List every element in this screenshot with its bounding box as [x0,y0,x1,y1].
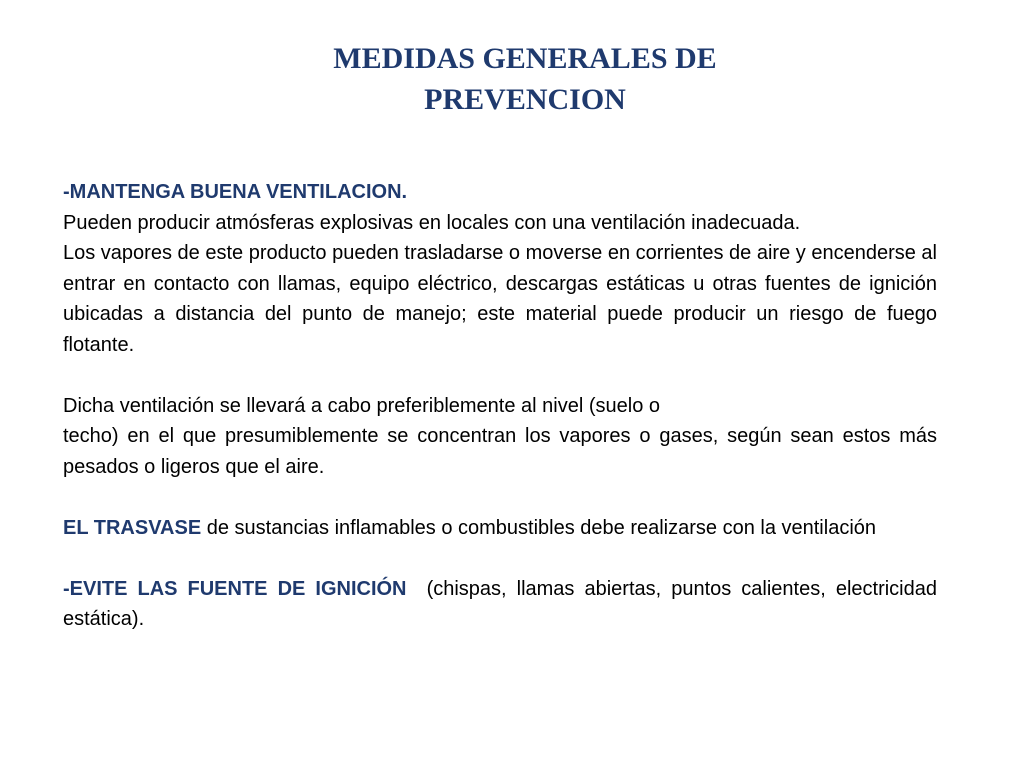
ventilation-level-line-1: Dicha ventilación se llevará a cabo preferiblemente al nivel (suelo o [63,394,660,417]
transfer-heading: EL TRASVASE [63,516,202,539]
document-body [63,177,943,635]
ventilation-level-paragraph [63,391,937,483]
ignition-text: (chispas, llamas abiertas, puntos calientes, electricidad estática). [63,577,943,630]
spacer [63,360,937,391]
page-title [260,38,790,120]
spacer [63,543,937,574]
spacer [63,482,937,513]
ventilation-paragraph-2: Los vapores de este producto pueden trasladarse o moverse en corrientes de aire y encenderse al entrar en contacto con llamas, equipo eléctrico, descargas estáticas u otras fuentes de ignición ubicadas a distancia del punto de manejo; este material puede producir un riesgo de fuego flotante. [63,242,937,356]
title-line-1: MEDIDAS GENERALES DE [333,42,717,75]
ignition-paragraph [63,574,943,635]
transfer-text: de sustancias inflamables o combustibles debe realizarse con la ventilación [201,516,877,539]
ventilation-paragraph-1: Pueden producir atmósferas explosivas en locales con una ventilación inadecuada. [63,211,801,234]
transfer-paragraph [63,513,937,544]
ventilation-heading: -MANTENGA BUENA VENTILACION. [63,181,408,203]
title-line-2: PREVENCION [424,83,626,116]
ventilation-level-rest: techo) en el que presumiblemente se concentran los vapores o gases, según sean estos más pesados o ligeros que el aire. [63,425,937,478]
ignition-heading: -EVITE LAS FUENTE DE IGNICIÓN [63,577,407,600]
